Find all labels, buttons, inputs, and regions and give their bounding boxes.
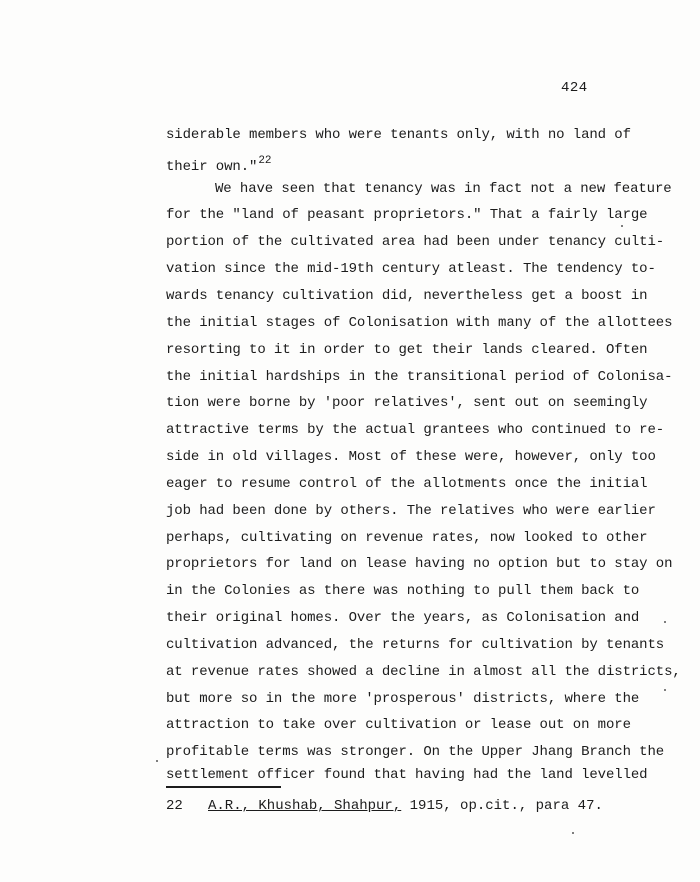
text-line: at revenue rates showed a decline in almost all the districts, [166,664,681,680]
text-line: tion were borne by 'poor relatives', sent out on seemingly [166,395,648,411]
text-line: but more so in the more 'prosperous' districts, where the [166,691,640,707]
text-line: vation since the mid-19th century atleast. The tendency to- [166,261,656,277]
text-line: wards tenancy cultivation did, nevertheless get a boost in [166,288,648,304]
text-line: side in old villages. Most of these were, however, only too [166,449,656,465]
text-line: job had been done by others. The relatives who were earlier [166,503,656,519]
text-line: for the "land of peasant proprietors." That a fairly large [166,207,648,223]
text-line: siderable members who were tenants only, with no land of [166,127,631,143]
text-line: settlement officer found that having had the land levelled [166,767,648,783]
footnote-source-title: A.R., Khushab, Shahpur, [208,798,402,814]
text-line: their original homes. Over the years, as Colonisation and [166,610,640,626]
footnote-number: 22 [166,798,183,814]
scan-speck [621,225,623,227]
text-line: profitable terms was stronger. On the Upper Jhang Branch the [166,744,665,760]
page-number: 424 [561,80,588,96]
text-line: the initial stages of Colonisation with many of the allottees [166,315,673,331]
text-line: portion of the cultivated area had been under tenancy culti- [166,234,665,250]
text-line: attraction to take over cultivation or lease out on more [166,717,631,733]
footnote-separator [166,786,281,788]
text-line-content: their own." [166,159,258,175]
footnote-reference: 22 [258,155,272,167]
text-line: eager to resume control of the allotments once the initial [166,476,648,492]
paragraph-first-line: We have seen that tenancy was in fact not a new feature [215,181,672,197]
text-line: cultivation advanced, the returns for cultivation by tenants [166,637,665,653]
text-line: perhaps, cultivating on revenue rates, now looked to other [166,530,648,546]
scan-speck [156,760,158,762]
text-line [166,152,656,176]
text-line: the initial hardships in the transitional period of Colonisa- [166,369,673,385]
footnote [166,798,603,814]
scan-speck [664,621,666,623]
text-line: proprietors for land on lease having no option but to stay on [166,556,673,572]
scan-speck [572,832,574,834]
text-line: attractive terms by the actual grantees who continued to re- [166,422,665,438]
footnote-citation: 1915, op.cit., para 47. [401,798,603,814]
scan-speck [664,689,666,691]
text-line: in the Colonies as there was nothing to pull them back to [166,583,640,599]
text-line: resorting to it in order to get their lands cleared. Often [166,342,648,358]
